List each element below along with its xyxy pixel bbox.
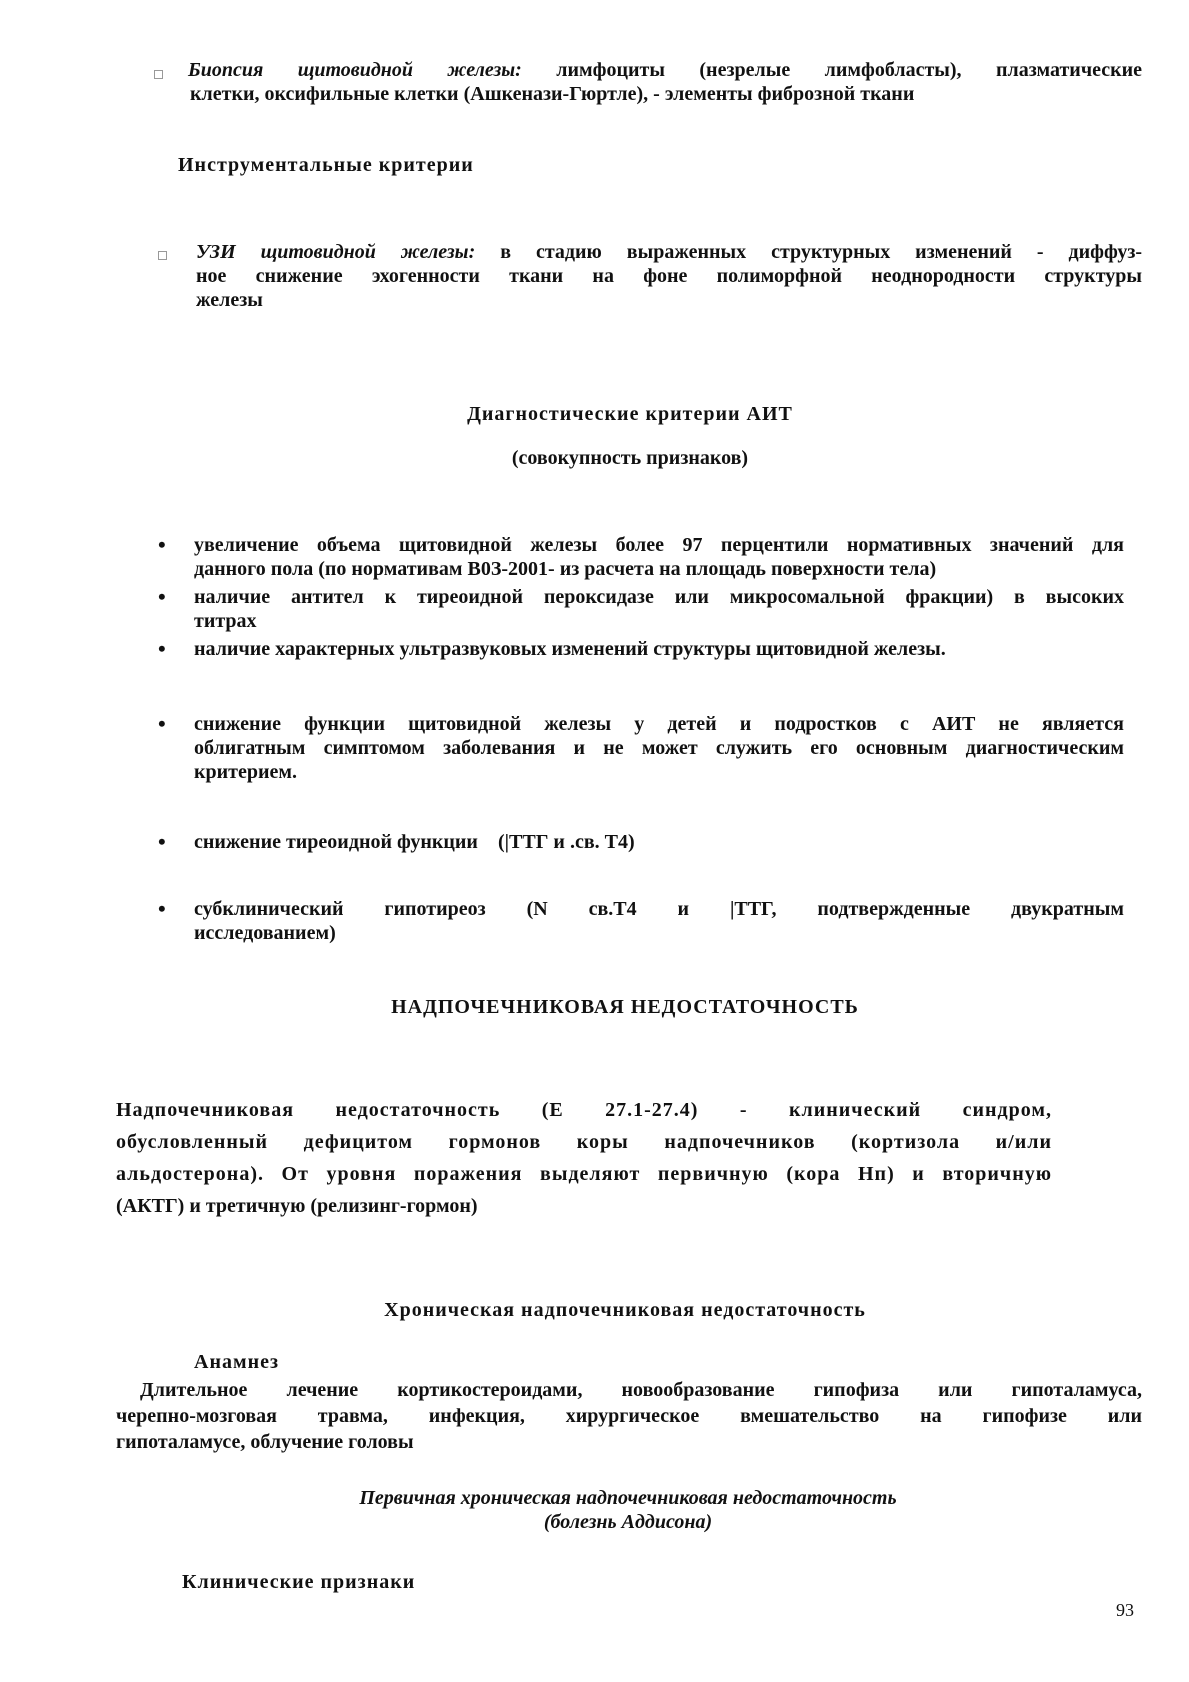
criteria-4-line-2: облигатным симптомом заболевания и не может служить его основным диагностическим (194, 737, 1124, 759)
anamnesis-line-2: черепно-мозговая травма, инфекция, хирургическое вмешательство на гипофизе или (116, 1405, 1142, 1427)
biopsy-text: лимфоциты (незрелые лимфобласты), плазматические (556, 59, 1143, 81)
biopsy-line-1 (188, 58, 1142, 82)
criteria-6-line-2: исследованием) (194, 922, 336, 944)
criteria-4-line-3: критерием. (194, 761, 298, 783)
criteria-2-line-1: наличие антител к тиреоидной пероксидазе или микросомальной фракции) в высоких (194, 586, 1124, 608)
criteria-6-line-1: субклинический гипотиреоз (N св.Т4 и |ТТГ, подтвержденные двукратным (194, 898, 1124, 920)
ultrasound-line-1 (196, 240, 1142, 264)
criteria-3-line-1: наличие характерных ультразвуковых изменений структуры щитовидной железы. (194, 638, 946, 660)
ultrasound-term: УЗИ щитовидной железы: (196, 241, 476, 263)
bullet-dot-icon: • (158, 711, 166, 736)
anamnesis-line-3: гипоталамусе, облучение головы (116, 1431, 414, 1453)
diagnostic-subheading: (совокупность признаков) (511, 447, 749, 469)
criteria-4-line-1: снижение функции щитовидной железы у детей и подростков с АИТ не является (194, 713, 1124, 735)
criteria-1-line-1: увеличение объема щитовидной железы более 97 перцентили нормативных значений для (194, 534, 1124, 556)
bullet-dot-icon: • (158, 636, 166, 661)
bullet-dot-icon: • (158, 584, 166, 609)
square-bullet-icon (154, 70, 163, 79)
page-number: 93 (1116, 1600, 1134, 1620)
biopsy-line-2: клетки, оксифильные клетки (Ашкенази-Гюртле), - элементы фиброзной ткани (190, 83, 915, 105)
ultrasound-text: в стадию выраженных структурных изменений - диффуз- (500, 241, 1143, 263)
instrumental-heading: Инструментальные критерии (178, 154, 474, 176)
ultrasound-line-2: ное снижение эхогенности ткани на фоне полиморфной неоднородности структуры (196, 265, 1142, 287)
criteria-2-line-2: титрах (194, 610, 257, 632)
criteria-5-line-1: снижение тиреоидной функции (|ТТГ и .св. Т4) (194, 831, 635, 853)
primary-title-2: (болезнь Аддисона) (543, 1511, 713, 1533)
bullet-dot-icon: • (158, 896, 166, 921)
chronic-heading: Хроническая надпочечниковая недостаточность (384, 1299, 866, 1321)
bullet-dot-icon: • (158, 829, 166, 854)
diagnostic-heading: Диагностические критерии АИТ (467, 403, 793, 425)
adrenal-def-line-4: (АКТГ) и третичную (релизинг-гормон) (116, 1195, 478, 1217)
adrenal-heading: НАДПОЧЕЧНИКОВАЯ НЕДОСТАТОЧНОСТЬ (391, 996, 859, 1018)
criteria-1-line-2: данного пола (по нормативам В0З-2001- из расчета на площадь поверхности тела) (194, 558, 937, 580)
adrenal-def-line-1: Надпочечниковая недостаточность (Е 27.1-27.4) - клинический синдром, (116, 1099, 1052, 1121)
biopsy-term: Биопсия щитовидной железы: (188, 59, 522, 81)
square-bullet-icon (158, 251, 167, 260)
anamnesis-line-1: Длительное лечение кортикостероидами, новообразование гипофиза или гипоталамуса, (140, 1379, 1142, 1401)
clinical-heading: Клинические признаки (182, 1571, 416, 1593)
primary-title-1: Первичная хроническая надпочечниковая недостаточность (359, 1487, 897, 1509)
ultrasound-line-3: железы (196, 289, 263, 311)
bullet-dot-icon: • (158, 532, 166, 557)
anamnesis-heading: Анамнез (194, 1351, 280, 1373)
adrenal-def-line-3: альдостерона). От уровня поражения выделяют первичную (кора Нп) и вторичную (116, 1163, 1052, 1185)
adrenal-def-line-2: обусловленный дефицитом гормонов коры надпочечников (кортизола и/или (116, 1131, 1052, 1153)
